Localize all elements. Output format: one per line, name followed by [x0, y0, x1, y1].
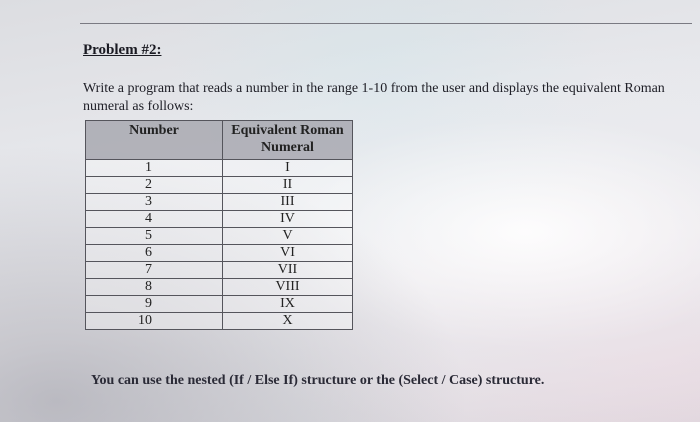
roman-cell: II: [223, 177, 353, 194]
table-row: [86, 245, 353, 262]
roman-cell: IX: [223, 296, 353, 313]
number-cell: 8: [86, 279, 223, 296]
table-row: [86, 279, 353, 296]
top-divider: [80, 23, 692, 24]
table-row: [86, 262, 353, 279]
hint-note: You can use the nested (If / Else If) structure or the (Select / Case) structure.: [91, 373, 545, 388]
number-cell: 9: [86, 296, 223, 313]
roman-cell: X: [223, 313, 353, 330]
roman-numeral-table: [85, 120, 353, 330]
number-cell: 5: [86, 228, 223, 245]
number-cell: 4: [86, 211, 223, 228]
header-number: Number: [86, 121, 223, 160]
number-cell: 1: [86, 160, 223, 177]
number-cell: 10: [86, 313, 223, 330]
roman-cell: VII: [223, 262, 353, 279]
number-cell: 3: [86, 194, 223, 211]
table-row: [86, 228, 353, 245]
table-row: [86, 211, 353, 228]
roman-cell: V: [223, 228, 353, 245]
table-header-row: [86, 121, 353, 160]
roman-cell: VIII: [223, 279, 353, 296]
table-row: [86, 177, 353, 194]
table-row: [86, 194, 353, 211]
problem-title: Problem #2:: [83, 42, 162, 58]
table-row: [86, 160, 353, 177]
roman-cell: IV: [223, 211, 353, 228]
number-cell: 7: [86, 262, 223, 279]
header-roman-numeral: Equivalent Roman Numeral: [223, 121, 353, 160]
roman-cell: III: [223, 194, 353, 211]
number-cell: 2: [86, 177, 223, 194]
problem-description: Write a program that reads a number in the range 1-10 from the user and displays the equivalent Roman numeral as follows:: [83, 81, 665, 114]
roman-cell: VI: [223, 245, 353, 262]
number-cell: 6: [86, 245, 223, 262]
table-row: [86, 313, 353, 330]
roman-cell: I: [223, 160, 353, 177]
table-row: [86, 296, 353, 313]
